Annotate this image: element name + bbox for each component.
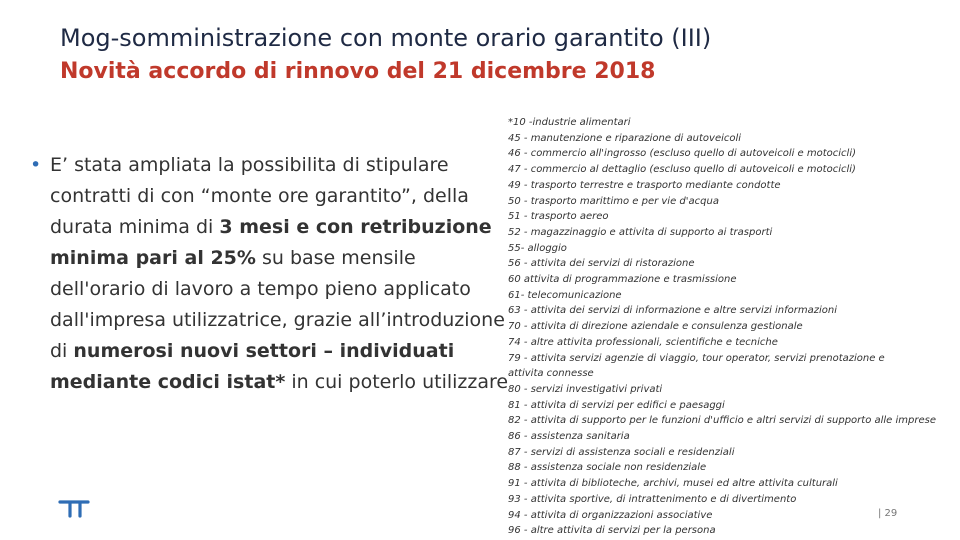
text-part-2: su base mensile dell'orario di lavoro a tempo pieno applicato dall'impresa utilizzatrice, grazie all’introduzione di bbox=[50, 247, 505, 362]
bullet-item bbox=[30, 150, 510, 398]
code-item: 63 - attivita dei servizi di informazione e altre servizi informazioni bbox=[508, 305, 838, 317]
logo-icon bbox=[58, 498, 90, 518]
text-part-3: in cui poterlo utilizzare bbox=[285, 371, 509, 393]
code-item: 80 - servizi investigativi privati bbox=[508, 383, 663, 395]
code-item: 46 - commercio all'ingrosso (escluso quello di autoveicoli e motocicli) bbox=[508, 148, 857, 160]
bullet-text bbox=[30, 150, 510, 398]
code-item: 91 - attivita di biblioteche, archivi, musei ed altre attivita culturali bbox=[508, 478, 838, 490]
code-item: 81 - attivita di servizi per edifici e paesaggi bbox=[508, 399, 725, 411]
code-item: 87 - servizi di assistenza sociali e residenziali bbox=[508, 446, 735, 458]
code-item: 60 attivita di programmazione e trasmissione bbox=[508, 274, 737, 286]
code-item: 52 - magazzinaggio e attivita di supporto ai trasporti bbox=[508, 226, 773, 238]
code-item: 50 - trasporto marittimo e per vie d'acqua bbox=[508, 195, 719, 207]
code-item: 56 - attivita dei servizi di ristorazione bbox=[508, 258, 695, 270]
istat-codes-list bbox=[508, 115, 948, 539]
code-item: 74 - altre attivita professionali, scientifiche e tecniche bbox=[508, 336, 778, 348]
code-item: 82 - attivita di supporto per le funzioni d'ufficio e altri servizi di supporto alle imprese bbox=[508, 415, 937, 427]
code-item: 88 - assistenza sociale non residenziale bbox=[508, 462, 707, 474]
bold-text-1: 3 mesi e con retribuzione minima pari al 25% bbox=[50, 216, 492, 269]
code-item: 86 - assistenza sanitaria bbox=[508, 431, 630, 443]
text-part-1: E’ stata ampliata la possibilita di stipulare contratti di con “monte ore garantito”, della durata minima di bbox=[50, 154, 469, 238]
code-item: 93 - attivita sportive, di intrattenimento e di divertimento bbox=[508, 493, 797, 505]
code-item: 96 - altre attivita di servizi per la persona bbox=[508, 525, 716, 537]
code-item: 70 - attivita di direzione aziendale e consulenza gestionale bbox=[508, 321, 803, 333]
code-item: attivita connesse bbox=[508, 368, 594, 380]
code-item: 55- alloggio bbox=[508, 242, 567, 254]
code-item: 79 - attivita servizi agenzie di viaggio, tour operator, servizi prenotazione e bbox=[508, 352, 885, 364]
code-item: 47 - commercio al dettaglio (escluso quello di autoveicoli e motocicli) bbox=[508, 164, 856, 176]
slide-title: Mog-somministrazione con monte orario garantito (III) bbox=[60, 24, 712, 52]
page-number: | 29 bbox=[878, 508, 898, 519]
bullet-icon: • bbox=[30, 154, 42, 176]
bold-text-2: numerosi nuovi settori – individuati mediante codici istat* bbox=[50, 340, 455, 393]
code-item: 61- telecomunicazione bbox=[508, 289, 622, 301]
code-item: 51 - trasporto aereo bbox=[508, 211, 609, 223]
slide-subtitle: Novità accordo di rinnovo del 21 dicembre 2018 bbox=[60, 59, 656, 84]
code-item: 94 - attivita di organizzazioni associative bbox=[508, 509, 713, 521]
code-item: *10 -industrie alimentari bbox=[508, 117, 631, 128]
code-item: 49 - trasporto terrestre e trasporto mediante condotte bbox=[508, 179, 781, 191]
code-item: 45 - manutenzione e riparazione di autoveicoli bbox=[508, 132, 742, 144]
